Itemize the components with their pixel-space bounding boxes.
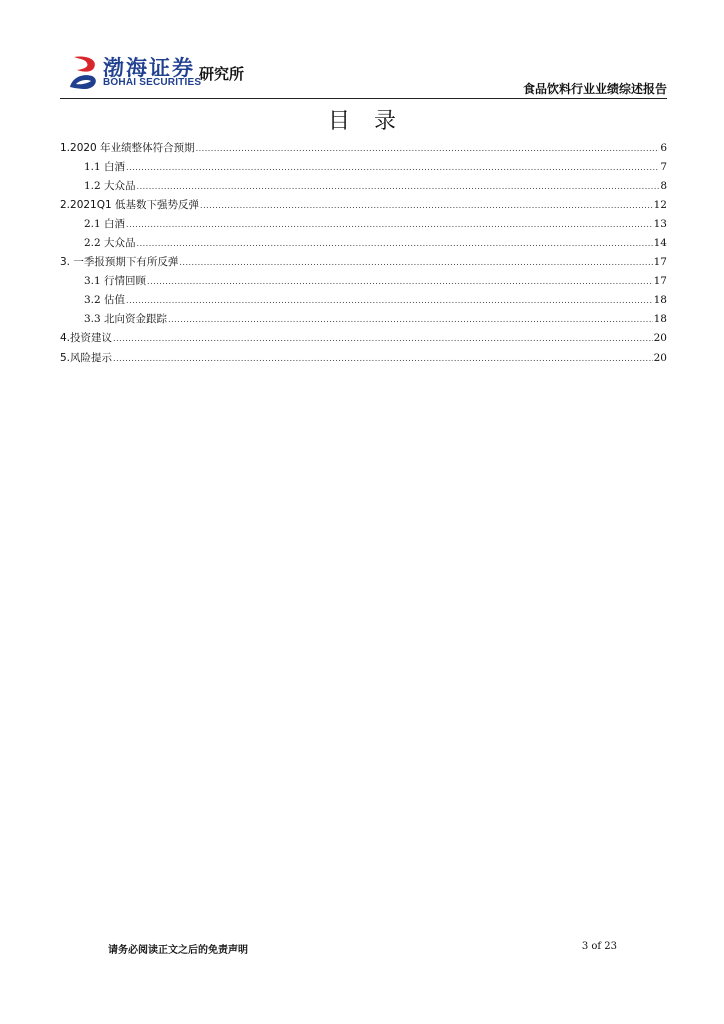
bohai-logo-icon xyxy=(68,54,100,90)
report-type-title: 食品饮料行业业绩综述报告 xyxy=(522,82,667,96)
toc-leader-dots xyxy=(147,272,653,291)
page-indicator: 3 of 23 xyxy=(581,941,617,952)
toc-leader-dots xyxy=(126,291,653,310)
toc-heading: 目录 xyxy=(327,109,420,134)
toc-entry-page: 12 xyxy=(653,199,667,212)
toc-entry[interactable] xyxy=(60,253,667,272)
research-institute-label: 研究所 xyxy=(199,65,245,83)
header-divider xyxy=(60,98,667,99)
toc-entry-label: 2.1 白酒 xyxy=(84,218,126,231)
toc-leader-dots xyxy=(179,253,652,272)
toc-entry-label: 3.2 估值 xyxy=(84,294,126,307)
toc-entry-label: 2.2 大众品 xyxy=(84,237,136,250)
toc-entry-label: 5.风险提示 xyxy=(60,351,113,364)
toc-entry-page: 17 xyxy=(653,256,667,269)
toc-entry-page: 7 xyxy=(660,161,667,174)
toc-leader-dots xyxy=(200,196,653,215)
toc-entry[interactable] xyxy=(60,349,667,368)
toc-entry-page: 17 xyxy=(653,275,667,288)
toc-entry[interactable] xyxy=(60,177,667,196)
toc-leader-dots xyxy=(137,177,660,196)
toc-entry-page: 13 xyxy=(653,218,667,231)
toc-leader-dots xyxy=(196,139,660,158)
toc-entry-label: 3.1 行情回顾 xyxy=(84,275,147,288)
logo-english-name: BOHAI SECURITIES xyxy=(103,77,202,88)
toc-leader-dots xyxy=(126,158,659,177)
toc-leader-dots xyxy=(113,329,653,348)
toc-leader-dots xyxy=(113,349,653,368)
toc-entry-page: 6 xyxy=(660,142,667,154)
toc-entry-label: 2.2021Q1 低基数下强势反弹 xyxy=(60,199,200,212)
toc-entry-page: 8 xyxy=(660,180,667,193)
toc-entry-page: 20 xyxy=(653,332,667,345)
table-of-contents xyxy=(60,139,667,368)
toc-entry[interactable] xyxy=(60,215,667,234)
disclaimer-note: 请务必阅读正文之后的免责声明 xyxy=(108,945,248,956)
toc-entry[interactable] xyxy=(60,158,667,177)
logo-chinese-name: 渤海证券 xyxy=(103,56,195,80)
toc-entry-label: 4.投资建议 xyxy=(60,332,113,345)
toc-entry-label: 1.2020 年业绩整体符合预期 xyxy=(60,142,195,154)
toc-entry[interactable] xyxy=(60,291,667,310)
toc-entry-page: 14 xyxy=(653,237,667,250)
toc-leader-dots xyxy=(126,215,653,234)
toc-leader-dots xyxy=(137,234,653,253)
toc-entry[interactable] xyxy=(60,272,667,291)
toc-entry-label: 1.2 大众品 xyxy=(84,180,136,193)
toc-entry[interactable] xyxy=(60,329,667,348)
toc-entry[interactable] xyxy=(60,139,667,158)
toc-entry[interactable] xyxy=(60,310,667,329)
toc-entry-label: 1.1 白酒 xyxy=(84,161,126,174)
toc-entry-label: 3.3 北向资金跟踪 xyxy=(84,313,168,326)
toc-entry-page: 20 xyxy=(653,351,667,364)
toc-entry-label: 3. 一季报预期下有所反弹 xyxy=(60,256,179,269)
toc-entry-page: 18 xyxy=(653,294,667,307)
toc-entry-page: 18 xyxy=(653,313,667,326)
toc-leader-dots xyxy=(168,310,653,329)
toc-entry[interactable] xyxy=(60,196,667,215)
toc-entry[interactable] xyxy=(60,234,667,253)
